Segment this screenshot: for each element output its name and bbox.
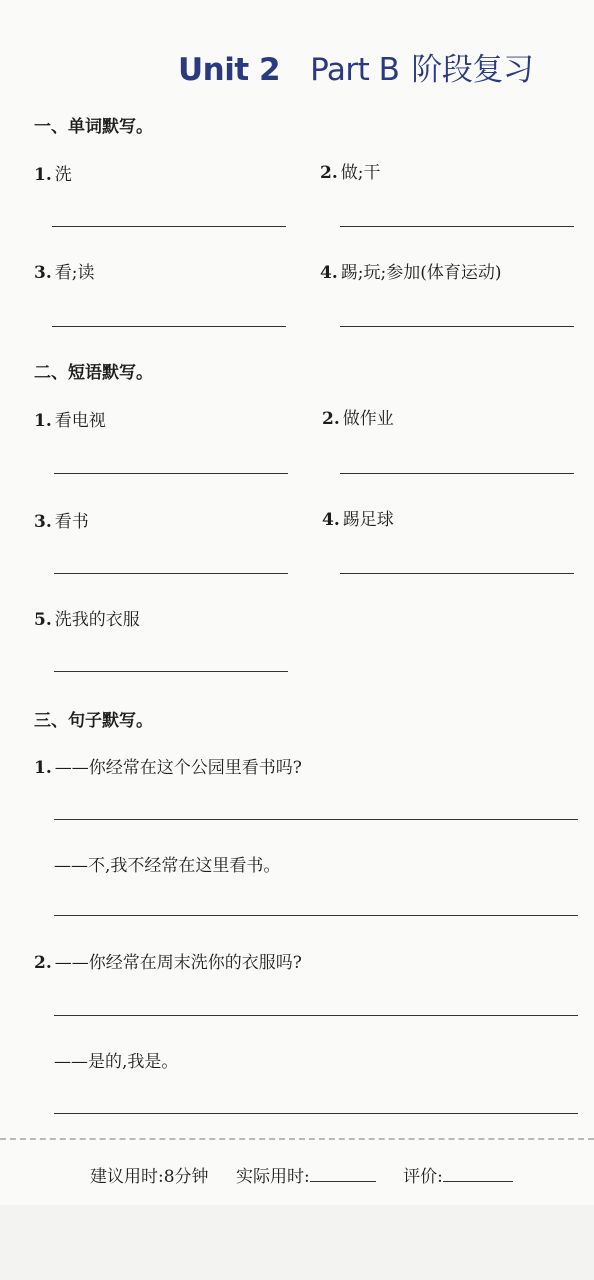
answer-line-sentence-1a[interactable] (54, 819, 578, 820)
answer-line-phrase-2[interactable] (340, 473, 574, 474)
item-text: 做;干 (340, 163, 381, 183)
item-text: ——是的,我是。 (54, 1052, 179, 1072)
answer-line-phrase-1[interactable] (54, 473, 288, 474)
phrase-item-4 (322, 505, 394, 530)
item-text: 踢;玩;参加(体育运动) (340, 263, 502, 283)
answer-line-sentence-1b[interactable] (54, 915, 578, 916)
item-number: 2. (320, 163, 338, 183)
section-heading-words: 一、单词默写。 (34, 117, 153, 137)
answer-line-sentence-2a[interactable] (54, 1015, 578, 1016)
rating-label: 评价: (403, 1167, 443, 1187)
phrase-item-5 (34, 605, 140, 630)
item-text: 踢足球 (342, 510, 394, 530)
item-text: 做作业 (342, 409, 394, 429)
phrase-item-3 (34, 507, 89, 532)
word-item-3 (34, 258, 94, 283)
word-item-1 (34, 160, 72, 185)
actual-time-label: 实际用时: (235, 1167, 310, 1187)
answer-line-phrase-4[interactable] (340, 573, 574, 574)
item-text: 看书 (54, 512, 89, 532)
item-number: 3. (34, 512, 52, 532)
answer-line-phrase-3[interactable] (54, 573, 288, 574)
answer-line-phrase-5[interactable] (54, 671, 288, 672)
item-number: 4. (322, 510, 340, 530)
answer-line-word-2[interactable] (340, 226, 574, 227)
item-number: 4. (320, 263, 338, 283)
sentence-2-answer (54, 1047, 178, 1072)
sentence-2-question (34, 948, 302, 973)
section-heading-sentences: 三、句子默写。 (34, 711, 153, 731)
title-cn: 阶段复习 (411, 52, 534, 88)
phrase-item-2 (322, 404, 394, 429)
section-heading-phrases: 二、短语默写。 (34, 363, 153, 383)
page-title (178, 44, 533, 89)
word-item-2 (320, 158, 380, 183)
rating-field[interactable] (443, 1166, 513, 1182)
answer-line-word-3[interactable] (52, 326, 286, 327)
title-unit: Unit 2 (178, 52, 281, 88)
suggested-time: 建议用时:8分钟 (90, 1167, 209, 1187)
title-part: Part B (310, 52, 400, 88)
word-item-4 (320, 258, 501, 283)
item-text: ——你经常在周末洗你的衣服吗? (54, 953, 302, 973)
answer-line-word-1[interactable] (52, 226, 286, 227)
actual-time-field[interactable] (310, 1166, 376, 1182)
phrase-item-1 (34, 406, 106, 431)
item-number: 1. (34, 758, 52, 778)
item-text: 看电视 (54, 411, 106, 431)
footer-timing (90, 1162, 513, 1187)
item-text: 看;读 (54, 263, 95, 283)
item-number: 1. (34, 411, 52, 431)
item-number: 5. (34, 610, 52, 630)
item-text: ——你经常在这个公园里看书吗? (54, 758, 302, 778)
item-number: 2. (322, 409, 340, 429)
answer-line-sentence-2b[interactable] (54, 1113, 578, 1114)
sentence-1-answer (54, 851, 280, 876)
footer-divider (0, 1138, 594, 1140)
item-number: 2. (34, 953, 52, 973)
item-number: 3. (34, 263, 52, 283)
sentence-1-question (34, 753, 302, 778)
item-text: 洗 (54, 165, 72, 185)
item-text: ——不,我不经常在这里看书。 (54, 856, 281, 876)
item-text: 洗我的衣服 (54, 610, 140, 630)
item-number: 1. (34, 165, 52, 185)
answer-line-word-4[interactable] (340, 326, 574, 327)
